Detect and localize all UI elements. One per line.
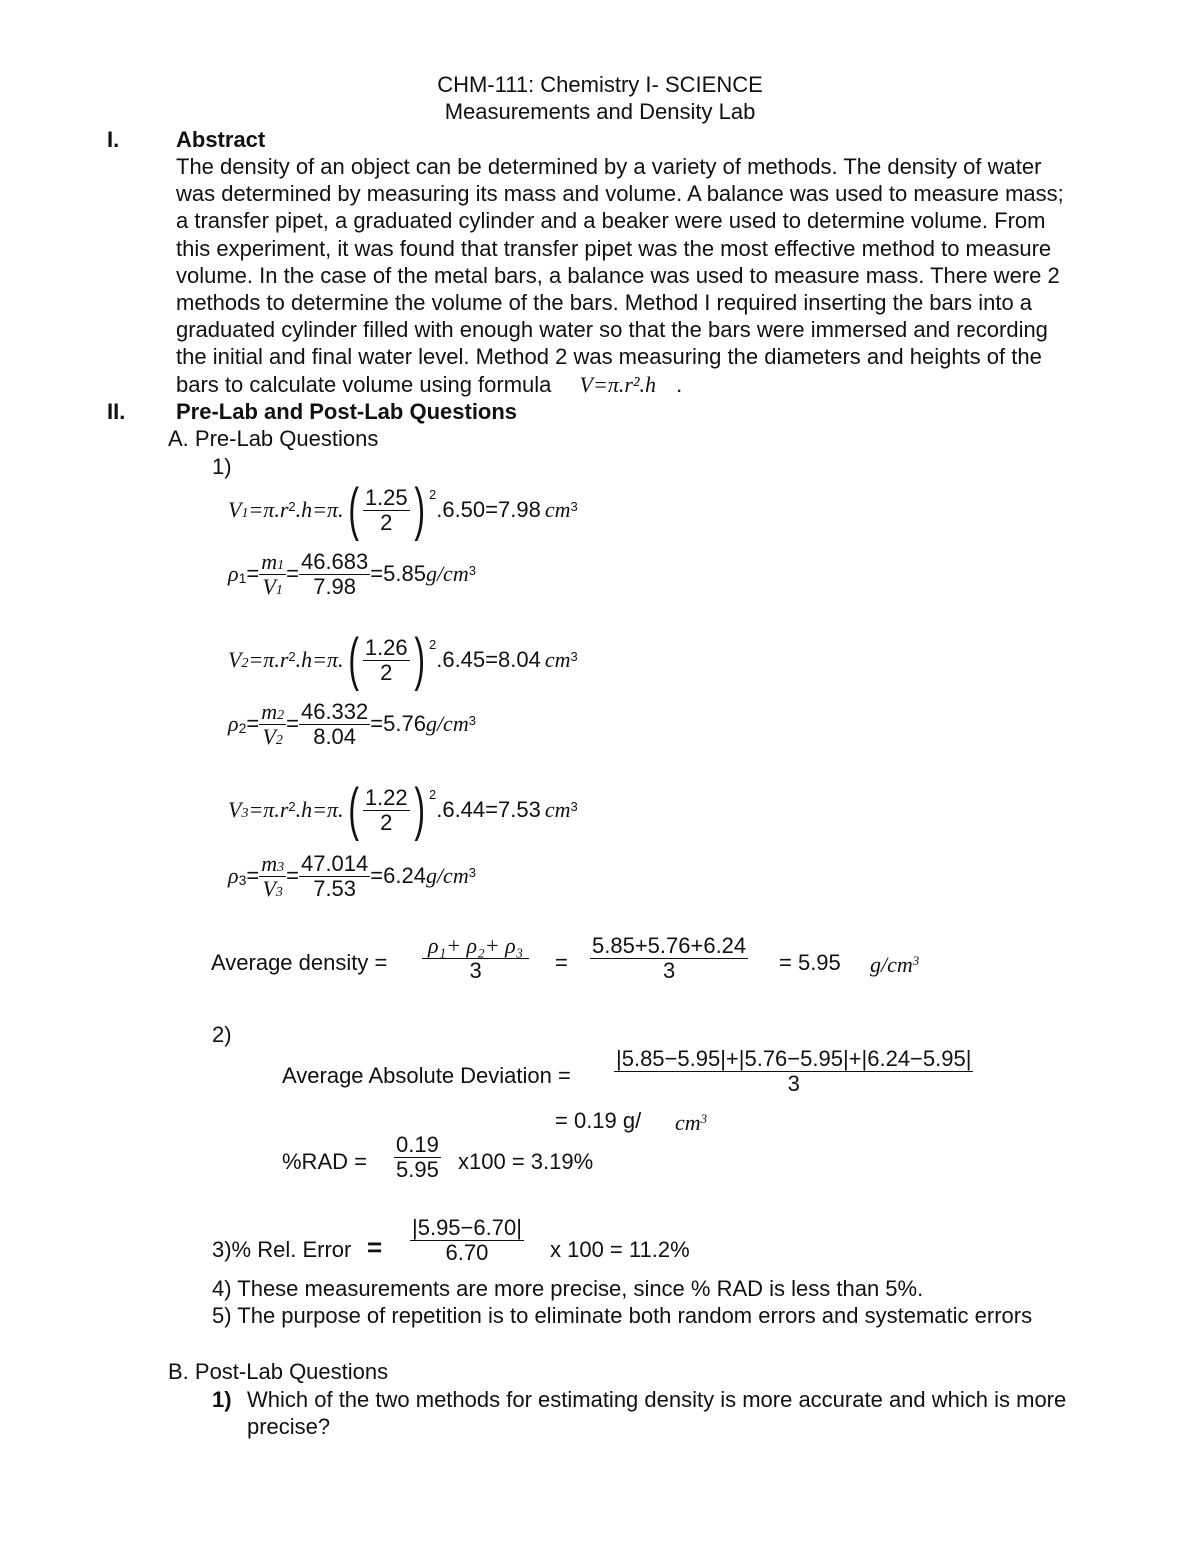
square-exp: 2 [428, 636, 437, 652]
abstract-line: The density of an object can be determined by a variety of methods. The density of water [176, 154, 1042, 179]
rad-result: x100 = 3.19% [458, 1149, 594, 1174]
v-symbol: V [262, 875, 276, 901]
avg-symbol-fraction [422, 934, 529, 983]
density-unit: g/cm [425, 863, 469, 888]
postlab-heading: B. Post-Lab Questions [168, 1359, 389, 1384]
height-result: .6.44=7.53 [436, 797, 541, 822]
cube-exp: 3 [570, 648, 578, 664]
avg-val-denominator: 3 [662, 958, 676, 983]
mass-over-volume [259, 550, 286, 599]
aad-unit: $cm^3$ [675, 1110, 708, 1135]
m-subscript: 3 [277, 859, 285, 875]
bar3-volume-eq [228, 777, 578, 842]
aad-label: Average Absolute Deviation = [282, 1063, 571, 1088]
diameter-fraction [363, 636, 410, 685]
volume-formula: V=π.r².h [579, 371, 657, 397]
mass-value: 46.332 [300, 698, 369, 724]
abstract-line: volume. In the case of the metal bars, a balance was used to measure mass. There were 2 [176, 262, 1060, 288]
volume-value: 7.98 [313, 573, 357, 599]
left-paren: ( [347, 477, 359, 542]
volume-unit: cm [544, 647, 571, 672]
pi-r: =π.r [248, 797, 289, 822]
square-exp: 2 [288, 648, 296, 664]
aad-denominator: 3 [787, 1071, 800, 1096]
rho-symbol: ρ [228, 561, 239, 586]
bar1-density-eq: ρ $_1$ = $\frac{m_1}{V_1}$ = $\frac{46.683}{7.98}$ =5.85 g/cm $^3$ [228, 548, 476, 599]
volume-unit: cm [544, 797, 571, 822]
avg-sym-denominator: 3 [469, 958, 482, 983]
rho-subscript: 2 [238, 720, 247, 736]
fraction-numerator: 1.22 [364, 784, 408, 810]
avg-result: = 5.95 [779, 950, 841, 975]
section-1-title: Abstract [176, 127, 266, 152]
v-symbol: V [228, 647, 242, 672]
course-title: CHM-111: Chemistry I- SCIENCE [437, 72, 763, 97]
avg-value-fraction [590, 934, 748, 983]
aad-numerator: |5.85−5.95|+|5.76−5.95|+|6.24−5.95| [616, 1046, 972, 1071]
rho-subscript: 1 [238, 570, 247, 586]
rad-fraction [394, 1133, 441, 1182]
volume-value: 8.04 [313, 723, 357, 749]
bar2-density-eq: ρ $_2$ = $\frac{m_2}{V_2}$ = $\frac{46.332}{8.04}$ =5.76 g/cm $^3$ [228, 698, 476, 749]
abstract-last-text: bars to calculate volume using formula [176, 371, 552, 397]
right-paren: ) [414, 627, 425, 692]
v-subscript: 2 [275, 732, 283, 748]
pi-r: =π.r [248, 497, 289, 522]
section-2-title: Pre-Lab and Post-Lab Questions [176, 399, 518, 424]
avg-val-numerator: 5.85+5.76+6.24 [592, 933, 747, 958]
density-result: =5.76 [370, 711, 426, 736]
rho-subscript: 3 [238, 872, 247, 888]
question-1-label: 1) [212, 454, 232, 479]
left-paren: ( [347, 777, 359, 842]
avg-unit: $g/cm^3$ [870, 952, 920, 977]
square-exp: 2 [428, 786, 437, 802]
h-pi: .h=π. [295, 647, 344, 672]
square-exp: 2 [428, 486, 437, 502]
abstract-line: the initial and final water level. Method 2 was measuring the diameters and heights of the [176, 344, 1042, 370]
fraction-denominator: 2 [380, 659, 393, 685]
v-symbol: V [262, 573, 276, 599]
density-unit: g/cm [425, 561, 469, 586]
rel-error-result: x 100 = 11.2% [550, 1237, 690, 1262]
postlab-q1-line2: precise? [247, 1414, 331, 1439]
abstract-line: graduated cylinder filled with enough water so that the bars were immersed and recording [176, 317, 1048, 343]
density-result: =6.24 [370, 863, 426, 888]
aad-result: = 0.19 g/ [555, 1108, 642, 1133]
rad-denominator: 5.95 [396, 1157, 439, 1182]
rho-symbol: ρ [228, 711, 239, 736]
m-symbol: m [261, 850, 278, 876]
rel-error-equals: = [367, 1232, 383, 1262]
prelab-heading: A. Pre-Lab Questions [168, 426, 379, 451]
v-subscript: 3 [241, 806, 249, 821]
bar2-volume-eq [228, 627, 578, 692]
question-2-label: 2) [212, 1022, 232, 1047]
square-exp: 2 [288, 798, 296, 814]
m-subscript: 2 [277, 707, 285, 723]
abstract-line: was determined by measuring its mass and volume. A balance was used to measure mass; [176, 181, 1064, 207]
v-subscript: 1 [241, 506, 249, 521]
h-pi: .h=π. [295, 497, 344, 522]
rel-error-numerator: |5.95−6.70| [412, 1215, 522, 1240]
bar3-density-eq: ρ $_3$ = $\frac{m_3}{V_3}$ = $\frac{47.014}{7.53}$ =6.24 g/cm $^3$ [228, 850, 476, 901]
cube-exp: 3 [468, 864, 476, 880]
v-symbol: V [262, 723, 276, 749]
abstract-paragraph [176, 154, 1064, 399]
fraction-denominator: 2 [380, 509, 393, 535]
cube-exp: 3 [570, 798, 578, 814]
m-subscript: 1 [277, 557, 285, 573]
fraction-numerator: 1.25 [364, 484, 408, 510]
left-paren: ( [347, 627, 359, 692]
rho-symbol: ρ [228, 863, 239, 888]
rel-error-denominator: 6.70 [445, 1240, 489, 1265]
v-symbol: V [228, 497, 242, 522]
fraction-denominator: 2 [380, 809, 393, 835]
section-2-number: II. [107, 399, 126, 424]
answer-5: 5) The purpose of repetition is to eliminate both random errors and systematic errors [212, 1303, 1033, 1328]
average-density-label: Average density = [211, 950, 388, 975]
value-fraction [299, 852, 370, 901]
avg-sym-numerator: ρ₁+ ρ₂+ ρ₃ [422, 934, 529, 959]
height-result: .6.50=7.98 [436, 497, 541, 522]
mass-over-volume [259, 852, 286, 901]
rel-error-label: 3)% Rel. Error [212, 1237, 352, 1262]
abstract-line: methods to determine the volume of the bars. Method I required inserting the bars into a [176, 289, 1033, 315]
density-unit: g/cm [425, 711, 469, 736]
section-1-number: I. [107, 127, 120, 152]
answer-4: 4) These measurements are more precise, since % RAD is less than 5%. [212, 1276, 924, 1301]
abstract-line: a transfer pipet, a graduated cylinder and a beaker were used to determine volume. From [176, 208, 1046, 234]
rel-error-fraction [410, 1216, 524, 1265]
diameter-fraction [363, 486, 410, 535]
cube-exp: 3 [468, 712, 476, 728]
v-subscript: 2 [241, 656, 249, 671]
cube-exp: 3 [468, 562, 476, 578]
postlab-q1-number: 1) [212, 1387, 232, 1412]
abstract-line: this experiment, it was found that transfer pipet was the most effective method to measure [176, 235, 1052, 261]
abstract-line-last [176, 372, 1064, 399]
square-exp: 2 [288, 498, 296, 514]
aad-fraction [614, 1047, 973, 1096]
rad-label: %RAD = [282, 1149, 367, 1174]
cube-exp: 3 [570, 498, 578, 514]
mass-value: 47.014 [300, 850, 369, 876]
v-subscript: 1 [275, 582, 283, 598]
m-symbol: m [261, 698, 278, 724]
height-result: .6.45=8.04 [436, 647, 541, 672]
value-fraction [299, 700, 370, 749]
mass-value: 46.683 [300, 548, 369, 574]
rad-numerator: 0.19 [396, 1132, 439, 1157]
postlab-q1-line1: Which of the two methods for estimating density is more accurate and which is more [247, 1387, 1067, 1412]
m-symbol: m [261, 548, 278, 574]
v-subscript: 3 [275, 884, 283, 900]
volume-unit: cm [544, 497, 571, 522]
pi-r: =π.r [248, 647, 289, 672]
density-result: =5.85 [370, 561, 426, 586]
volume-value: 7.53 [313, 875, 357, 901]
fraction-numerator: 1.26 [364, 634, 408, 660]
diameter-fraction [363, 786, 410, 835]
formula-period: . [676, 371, 683, 397]
right-paren: ) [414, 477, 425, 542]
lab-title: Measurements and Density Lab [444, 99, 756, 124]
mass-over-volume [259, 700, 286, 749]
v-symbol: V [228, 797, 242, 822]
value-fraction [299, 550, 370, 599]
h-pi: .h=π. [295, 797, 344, 822]
bar1-volume-eq [228, 477, 578, 542]
avg-equals: = [555, 950, 568, 975]
right-paren: ) [414, 777, 425, 842]
